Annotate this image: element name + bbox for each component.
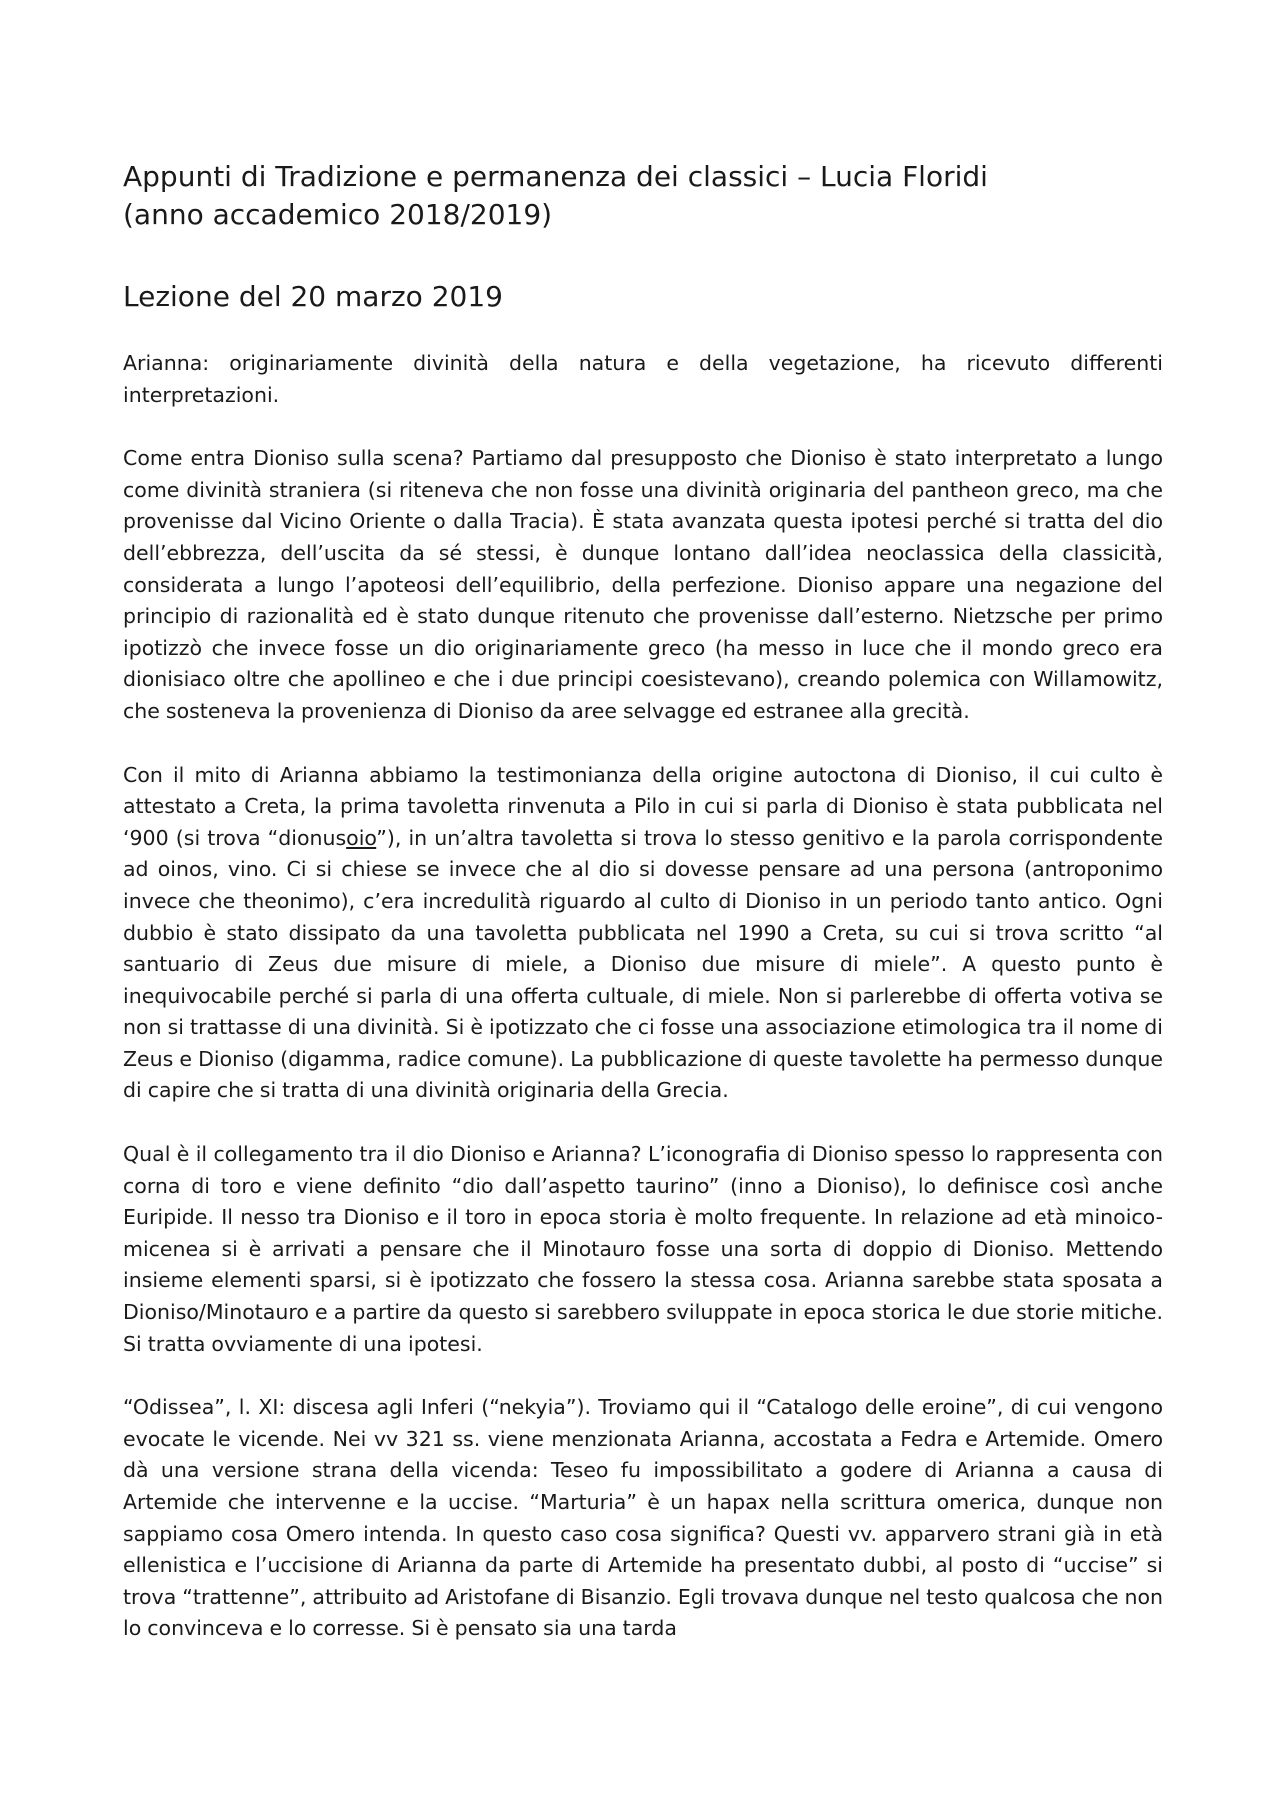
paragraph-3	[123, 760, 1163, 1108]
paragraph-5: “Odissea”, l. XI: discesa agli Inferi (“nekyia”). Troviamo qui il “Catalogo delle eroine”, di cui vengono evocate le vicende. Nei vv 321 ss. viene menzionata Arianna, accostata a Fedra e Artemide. Omero dà una versione strana della vicenda: Teseo fu impossibilitato a godere di Arianna a causa di Artemide che intervenne e la uccise. “Marturia” è un hapax nella scrittura omerica, dunque non sappiamo cosa Omero intenda. In questo caso cosa significa? Questi vv. apparvero strani già in età ellenistica e l’uccisione di Arianna da parte di Artemide ha presentato dubbi, al posto di “uccise” si trova “trattenne”, attribuito ad Aristofane di Bisanzio. Egli trovava dunque nel testo qualcosa che non lo convinceva e lo corresse. Si è pensato sia una tarda	[123, 1395, 1163, 1641]
lesson-heading: Lezione del 20 marzo 2019	[123, 280, 503, 313]
title-line-2: (anno accademico 2018/2019)	[123, 198, 553, 231]
document-title	[123, 158, 1163, 234]
paragraph-3-underlined-term: oio	[346, 825, 377, 850]
paragraph-2: Come entra Dioniso sulla scena? Partiamo dal presupposto che Dioniso è stato interpretato a lungo come divinità straniera (si riteneva che non fosse una divinità originaria del pantheon greco, ma che provenisse dal Vicino Oriente o dalla Tracia). È stata avanzata questa ipotesi perché si tratta del dio dell’ebbrezza, dell’uscita da sé stessi, è dunque lontano dall’idea neoclassica della classicità, considerata a lungo l’apoteosi dell’equilibrio, della perfezione. Dioniso appare una negazione del principio di razionalità ed è stato dunque ritenuto che provenisse dall’esterno. Nietzsche per primo ipotizzò che invece fosse un dio originariamente greco (ha messo in luce che il mondo greco era dionisiaco oltre che apollineo e che i due principi coesistevano), creando polemica con Willamowitz, che sosteneva la provenienza di Dioniso da aree selvagge ed estranee alla grecità.	[123, 446, 1163, 723]
title-line-1: Appunti di Tradizione e permanenza dei classici – Lucia Floridi	[123, 160, 988, 193]
paragraph-4: Qual è il collegamento tra il dio Dioniso e Arianna? L’iconografia di Dioniso spesso lo rappresenta con corna di toro e viene definito “dio dall’aspetto taurino” (inno a Dioniso), lo definisce così anche Euripide. Il nesso tra Dioniso e il toro in epoca storia è molto frequente. In relazione ad età minoico-micenea si è arrivati a pensare che il Minotauro fosse una sorta di doppio di Dioniso. Mettendo insieme elementi sparsi, si è ipotizzato che fossero la stessa cosa. Arianna sarebbe stata sposata a Dioniso/Minotauro e a partire da questo si sarebbero sviluppate in epoca storica le due storie mitiche. Si tratta ovviamente di una ipotesi.	[123, 1142, 1163, 1356]
document-body	[123, 158, 1163, 1645]
paragraph-3-text-before: Con il mito di Arianna abbiamo la testimonianza della origine autoctona di Dioniso, il cui culto è attestato a Creta, la prima tavoletta rinvenuta a Pilo in cui si parla di Dioniso è stata pubblicata nel ‘900 (si trova “dionus	[123, 762, 1163, 850]
paragraph-1: Arianna: originariamente divinità della natura e della vegetazione, ha ricevuto differenti interpretazioni.	[123, 351, 1163, 407]
paragraph-3-text-after: ”), in un’altra tavoletta si trova lo stesso genitivo e la parola corrispondente ad oinos, vino. Ci si chiese se invece che al dio si dovesse pensare ad una persona (antroponimo invece che theonimo), c’era incredulità riguardo al culto di Dioniso in un periodo tanto antico. Ogni dubbio è stato dissipato da una tavoletta pubblicata nel 1990 a Creta, su cui si trova scritto “al santuario di Zeus due misure di miele, a Dioniso due misure di miele”. A questo punto è inequivocabile perché si parla di una offerta cultuale, di miele. Non si parlerebbe di offerta votiva se non si trattasse di una divinità. Si è ipotizzato che ci fosse una associazione etimologica tra il nome di Zeus e Dioniso (digamma, radice comune). La pubblicazione di queste tavolette ha permesso dunque di capire che si tratta di una divinità originaria della Grecia.	[123, 825, 1163, 1103]
